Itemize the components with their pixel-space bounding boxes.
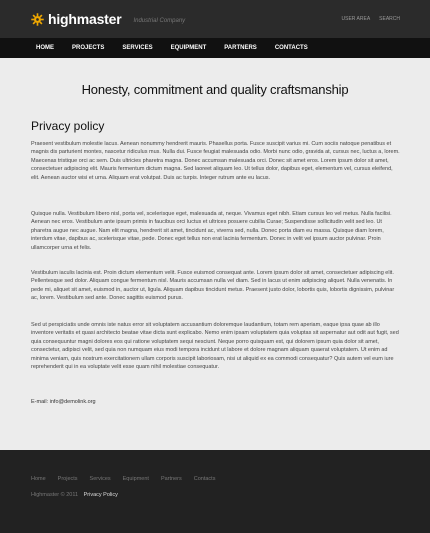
tagline: Industrial Company — [133, 17, 186, 24]
policy-paragraph: Vestibulum iaculis lacinia est. Proin dictum elementum velit. Fusce euismod consequat ante. Lorem ipsum dolor sit amet, consectetuer adipiscing elit. Pellentesque sed dolor. Aliquam congue fermentum nisl. Mauris accumsan nulla vel diam. Sed in lacus ut enim adipiscing aliquet. Nulla venenatis. In pede mi, aliquet sit amet, euismod in, auctor ut, ligula. Aliquam dapibus tincidunt metus. Praesent justo dolor, lobortis quis, lobortis dignissim, pulvinar ac, lorem. Vestibulum sed ante. Donec sagittis euismod purus. — [31, 270, 395, 302]
copyright-text: Highmaster © 2011 — [31, 492, 79, 498]
policy-paragraph: Sed ut perspiciatis unde omnis iste natus error sit voluptatem accusantium doloremque laudantium, totam rem aperiam, eaque ipsa quae ab illo inventore veritatis et quasi architecto beatae vitae dicta sunt explicabo. Nemo enim ipsam voluptatem quia voluptas sit aspernatur aut odit aut fugit, sed quia consequuntur magni dolores eos qui ratione voluptatem sequi nesciunt. Neque porro quisquam est, qui dolorem ipsum quia dolor sit amet, consectetur, adipisci velit, sed quia non numquam eius modi tempora incidunt ut labore et dolore magnam aliquam quaerat voluptatem. Ut enim ad minima veniam, quis nostrum exercitationem ullam corporis suscipit laboriosam, nisi ut aliquid ex ea commodi consequatur? Quis autem vel eum iure reprehenderit qui in ea voluptate velit esse quam nihil molestiae consequatur. — [31, 322, 399, 371]
footer-link-projects[interactable]: Projects — [57, 476, 78, 482]
main-content — [0, 58, 430, 450]
footer-link-services[interactable]: Services — [89, 476, 111, 482]
contact-email[interactable]: E-mail: info@demolink.org — [31, 399, 96, 405]
privacy-policy-link[interactable]: Privacy Policy — [83, 492, 118, 498]
footer-link-contacts[interactable]: Contacts — [193, 476, 216, 482]
nav-item-equipment[interactable]: EQUIPMENT — [170, 45, 207, 51]
nav-item-projects[interactable]: PROJECTS — [72, 45, 105, 51]
search-link[interactable]: SEARCH — [379, 16, 400, 22]
footer-link-partners[interactable]: Partners — [160, 476, 182, 482]
nav-item-partners[interactable]: PARTNERS — [224, 45, 257, 51]
footer-nav — [31, 476, 215, 482]
gear-icon — [31, 13, 44, 26]
nav-item-home[interactable]: HOME — [36, 45, 54, 51]
footer-link-home[interactable]: Home — [31, 476, 46, 482]
footer-link-equipment[interactable]: Equipment — [122, 476, 149, 482]
policy-paragraph: Praesent vestibulum molestie lacus. Aenean nonummy hendrerit mauris. Phasellus porta. Fusce suscipit varius mi. Cum sociis natoque penatibus et magnis dis parturient montes, nascetur ridiculus mus. Nulla dui. Fusce feugiat malesuada odio. Morbi nunc odio, gravida at, cursus nec, luctus a, lorem. Maecenas tristique orci ac sem. Duis ultricies pharetra magna. Donec accumsan malesuada orci. Donec sit amet eros. Lorem ipsum dolor sit amet, consectetuer adipiscing elit. Mauris fermentum dictum magna. Sed laoreet aliquam leo. Ut tellus dolor, dapibus eget, elementum vel, cursus eleifend, elit. Aenean auctor wisi et urna. Aliquam erat volutpat. Duis ac turpis. Integer rutrum ante eu lacus. — [31, 141, 400, 181]
nav-item-services[interactable]: SERVICES — [122, 45, 153, 51]
headline: Honesty, commitment and quality craftsmanship — [81, 82, 349, 97]
site-footer — [0, 450, 430, 533]
logo-text: highmaster — [48, 11, 122, 27]
user-area-link[interactable]: USER AREA — [341, 16, 371, 22]
main-nav — [0, 38, 430, 58]
copyright — [31, 492, 118, 498]
site-header — [0, 0, 430, 38]
logo[interactable] — [31, 10, 185, 28]
nav-item-contacts[interactable]: CONTACTS — [274, 45, 308, 51]
top-links — [342, 16, 400, 22]
page-title: Privacy policy — [31, 119, 105, 133]
policy-paragraph: Quisque nulla. Vestibulum libero nisl, porta vel, scelerisque eget, malesuada at, neque. Vivamus eget nibh. Etiam cursus leo vel metus. Nulla facilisi. Aenean nec eros. Vestibulum ante ipsum primis in faucibus orci luctus et ultrices posuere cubilia Curae; Suspendisse sollicitudin velit sed leo. Ut pharetra augue nec augue. Nam elit magna, hendrerit sit amet, tincidunt ac, viverra sed, nulla. Donec porta diam eu massa. Quisque diam lorem, interdum vitae, dapibus ac, scelerisque vitae, pede. Donec eget tellus non erat lacinia fermentum. Donec in velit vel ipsum auctor pulvinar. Proin ullamcorper urna et felis. — [31, 211, 392, 251]
